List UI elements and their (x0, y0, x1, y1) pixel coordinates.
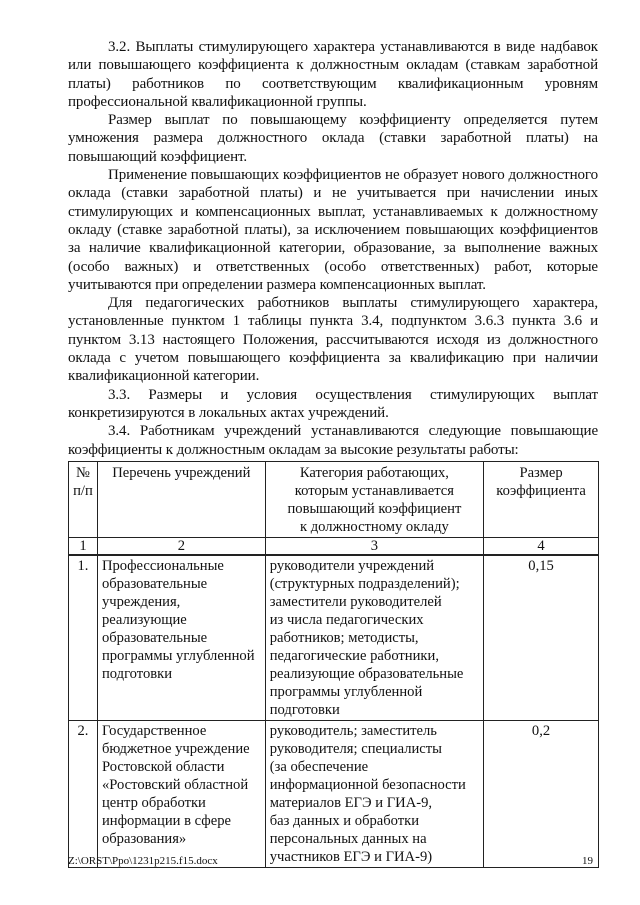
footer-page-number: 19 (582, 855, 593, 867)
paragraph-coefficient-size: Размер выплат по повышающему коэффициенту определяется путем умножения размера должностного оклада (ставки заработной платы) на повышающий коэффициент. (68, 112, 598, 165)
paragraph-3-3: 3.3. Размеры и условия осуществления стимулирующих выплат конкретизируются в локальных актах учреждений. (68, 386, 598, 421)
body-text (68, 38, 598, 459)
header-category: Категория работающих, которым устанавливается повышающий коэффициент к должностному окладу (265, 462, 483, 538)
column-number: 1 (69, 538, 98, 556)
coefficient-table (68, 461, 599, 868)
paragraph-3-4: 3.4. Работникам учреждений устанавливаются следующие повышающие коэффициенты к должностным окладам за высокие результаты работы: (68, 423, 598, 458)
paragraph-pedagogical-workers: Для педагогических работников выплаты стимулирующего характера, установленные пунктом 1 таблицы пункта 3.4, подпунктом 3.6.3 пункта 3.6 и пунктом 3.13 настоящего Положения, рассчитываются исходя из должностного оклада с учетом повышающего коэффициента за квалификацию при наличии квалификационной категории. (68, 295, 598, 385)
column-number-row (69, 538, 599, 556)
row-category: руководители учреждений (структурных подразделений); заместители руководителей из числа педагогических работников; методисты, педагогические работники, реализующие образовательные программы углубленной подготовки (265, 555, 483, 721)
row-number: 2. (69, 721, 98, 868)
row-institutions: Профессиональные образовательные учреждения, реализующие образовательные программы углубленной подготовки (97, 555, 265, 721)
paragraph-3-2: 3.2. Выплаты стимулирующего характера устанавливаются в виде надбавок или повышающего коэффициента к должностным окладам (ставкам заработной платы) работников по соответствующим квалификационным уровням профессиональной квалификационной группы. (68, 39, 598, 110)
column-number: 2 (97, 538, 265, 556)
header-coefficient: Размер коэффициента (484, 462, 599, 538)
table-row (69, 555, 599, 721)
row-category: руководитель; заместитель руководителя; специалисты (за обеспечение информационной безопасности материалов ЕГЭ и ГИА-9, баз данных и обработки персональных данных на участников ЕГЭ и ГИА-9) (265, 721, 483, 868)
row-coefficient: 0,15 (484, 555, 599, 721)
table-row (69, 721, 599, 868)
row-institutions: Государственное бюджетное учреждение Ростовской области «Ростовский областной центр обработки информации в сфере образования» (97, 721, 265, 868)
footer-file-path: Z:\ORST\Ppo\1231p215.f15.docx (68, 855, 218, 867)
header-institutions: Перечень учреждений (97, 462, 265, 538)
column-number: 4 (484, 538, 599, 556)
table-header-row (69, 462, 599, 538)
column-number: 3 (265, 538, 483, 556)
row-number: 1. (69, 555, 98, 721)
row-coefficient: 0,2 (484, 721, 599, 868)
header-number: № п/п (69, 462, 98, 538)
paragraph-coefficient-application: Применение повышающих коэффициентов не образует нового должностного оклада (ставки заработной платы) и не учитывается при начислении иных стимулирующих и компенсационных выплат, устанавливаемых к должностному окладу (ставке заработной платы), за исключением повышающих коэффициентов за наличие квалификационной категории, образование, за выполнение важных (особо важных) и ответственных (особо ответственных) работ, которые учитываются при определении размера компенсационных выплат. (68, 167, 598, 293)
